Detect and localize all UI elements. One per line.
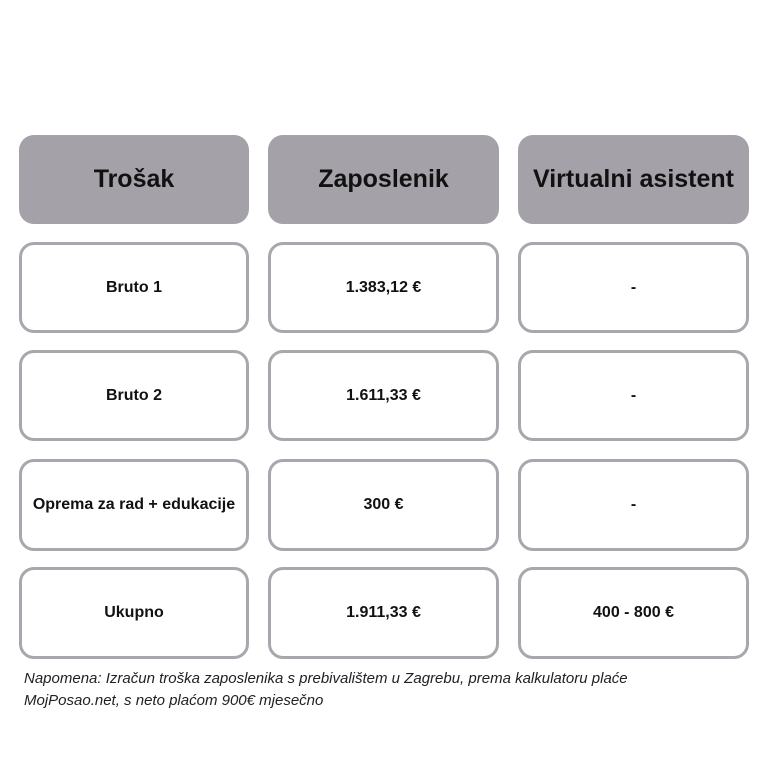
header-employee: Zaposlenik [268,135,499,224]
header-virtual-assistant: Virtualni asistent [518,135,749,224]
header-cost: Trošak [19,135,249,224]
assistant-value-bruto-2: - [518,350,749,441]
employee-value-bruto-2: 1.611,33 € [268,350,499,441]
employee-value-bruto-1: 1.383,12 € [268,242,499,333]
footnote-line-2: MojPosao.net, s neto plaćom 900€ mjesečno [24,692,324,709]
footnote [24,668,744,712]
footnote-line-1: Napomena: Izračun troška zaposlenika s prebivalištem u Zagrebu, prema kalkulatoru plaće [24,670,628,687]
assistant-value-total: 400 - 800 € [518,567,749,659]
row-label-bruto-2: Bruto 2 [19,350,249,441]
employee-value-equipment: 300 € [268,459,499,551]
row-label-bruto-1: Bruto 1 [19,242,249,333]
assistant-value-bruto-1: - [518,242,749,333]
row-label-equipment: Oprema za rad + edukacije [19,459,249,551]
assistant-value-equipment: - [518,459,749,551]
employee-value-total: 1.911,33 € [268,567,499,659]
row-label-total: Ukupno [19,567,249,659]
